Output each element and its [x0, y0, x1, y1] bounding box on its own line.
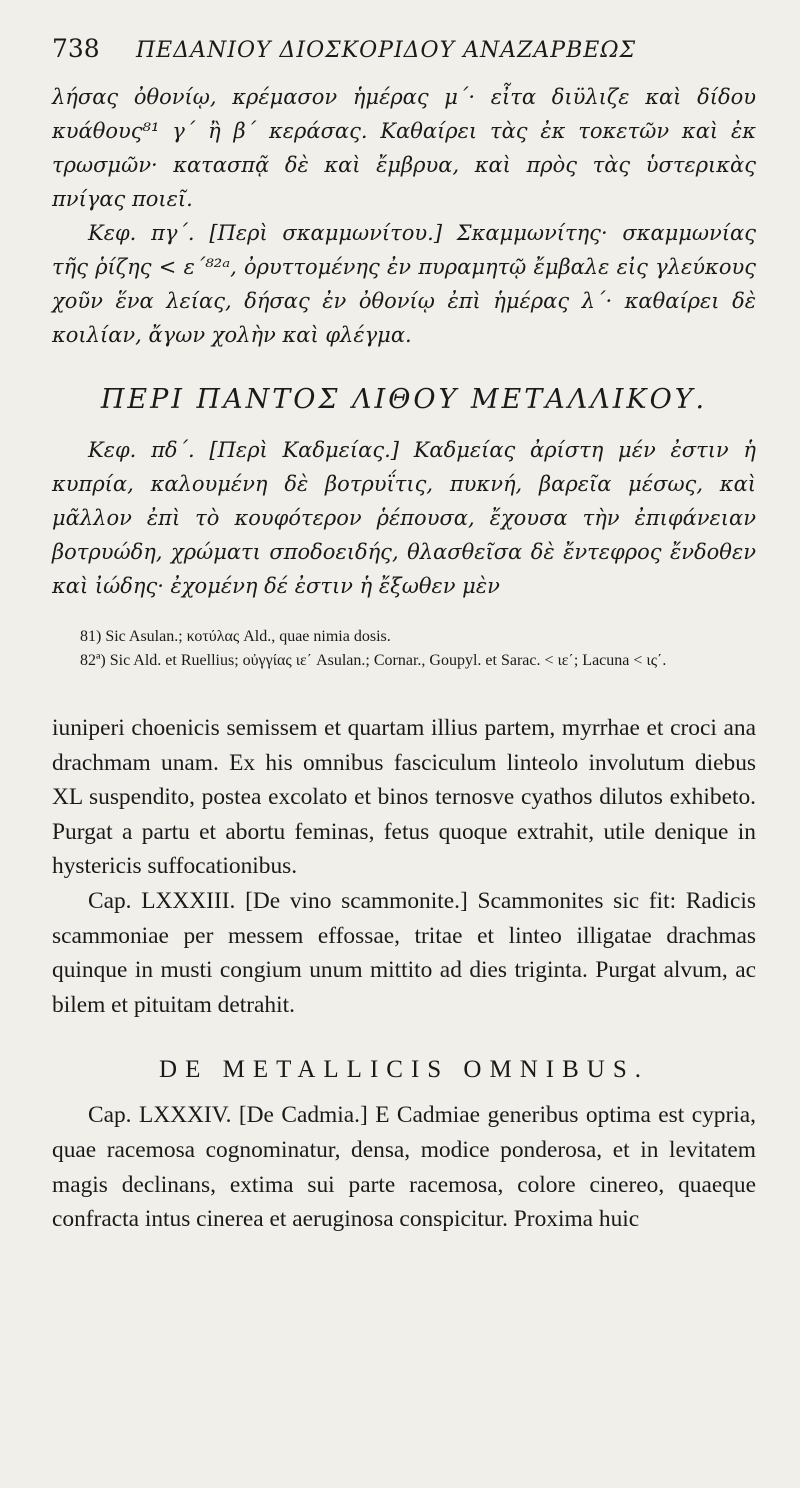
- footnote-82a: 82ª) Sic Ald. et Ruellius; οὐγγίας ιε΄ Asulan.; Cornar., Goupyl. et Sarac. < ιε΄; Lacuna < ις΄.: [80, 652, 667, 669]
- greek-paragraph-2: Κεφ. πγ΄. [Περὶ σκαμμωνίτου.] Σκαμμωνίτης· σκαμμωνίας τῆς ῥίζης < ε΄⁸²ᵃ, ὀρυττομένης ἐν πυραμητῷ ἔμβαλε εἰς γλεύκους χοῦν ἕνα λείας, δήσας ἐν ὀθονίῳ ἐπὶ ἡμέρας λ΄· καθαίρει δὲ κοιλίαν, ἄγων χολὴν καὶ φλέγμα.: [52, 221, 756, 347]
- greek-section-heading: ΠΕΡΙ ΠΑΝΤΟΣ ΛΙΘΟΥ ΜΕΤΑΛΛΙΚΟΥ.: [100, 384, 708, 415]
- latin-section-heading: DE METALLICIS OMNIBUS.: [159, 1056, 649, 1084]
- latin-paragraph-2: Cap. LXXXIII. [De vino scammonite.] Scammonites sic fit: Radicis scammoniae per messem effossae, tritae et linteo illigatae drachmas quinque in musti congium unum mittito ad dies triginta. Purgat alvum, ac bilem et pituitam detrahit.: [52, 887, 756, 1018]
- greek-paragraph-1: λήσας ὀθονίῳ, κρέμασον ἡμέρας μ΄· εἶτα διϋλιζε καὶ δίδου κυάθους⁸¹ γ΄ ἢ β΄ κεράσας. Καθαίρει τὰς ἐκ τοκετῶν καὶ ἐκ τρωσμῶν· κατασπᾷ δὲ καὶ ἔμβρυα, καὶ πρὸς τὰς ὑστερικὰς πνίγας ποιεῖ.: [52, 85, 756, 211]
- latin-text: [52, 711, 756, 1237]
- running-head: [52, 34, 756, 78]
- greek-text: [52, 80, 756, 603]
- footnotes: [52, 625, 756, 673]
- latin-paragraph-1: iuniperi choenicis semissem et quartam illius partem, myrrhae et croci ana drachmam unam. Ex his omnibus fasciculum linteolo involutum diebus XL suspendito, postea excolato et binos ternosve cyathos dilutos exhibeto. Purgat a partu et abortu feminas, fetus quoque extrahit, utile denique in hystericis suffocationibus.: [52, 715, 756, 880]
- running-title: ΠΕΔΑΝΙΟΥ ΔΙΟΣΚΟΡΙΔΟΥ ΑΝΑΖΑΡΒΕΩΣ: [136, 38, 637, 63]
- footnote-81: 81) Sic Asulan.; κοτύλας Ald., quae nimia dosis.: [80, 628, 391, 645]
- page-number: 738: [52, 34, 100, 63]
- greek-paragraph-3: Κεφ. πδ΄. [Περὶ Καδμείας.] Καδμείας ἀρίστη μέν ἐστιν ἡ κυπρία, καλουμένη δὲ βοτρυΐτις, πυκνή, βαρεῖα μέσως, καὶ μᾶλλον ἐπὶ τὸ κουφότερον ῥέπουσα, ἔχουσα τὴν ἐπιφάνειαν βοτρυώδη, χρώματι σποδοειδής, θλασθεῖσα δὲ ἔντεφρος ἔνδοθεν καὶ ἰώδης· ἐχομένη δέ ἐστιν ἡ ἔξωθεν μὲν: [52, 438, 756, 598]
- latin-paragraph-3: Cap. LXXXIV. [De Cadmia.] E Cadmiae generibus optima est cypria, quae racemosa cognominatur, densa, modice ponderosa, et in levitatem magis declinans, extima sui parte racemosa, colore cinereo, quaeque confracta intus cinerea et aeruginosa conspicitur. Proxima huic: [52, 1102, 756, 1233]
